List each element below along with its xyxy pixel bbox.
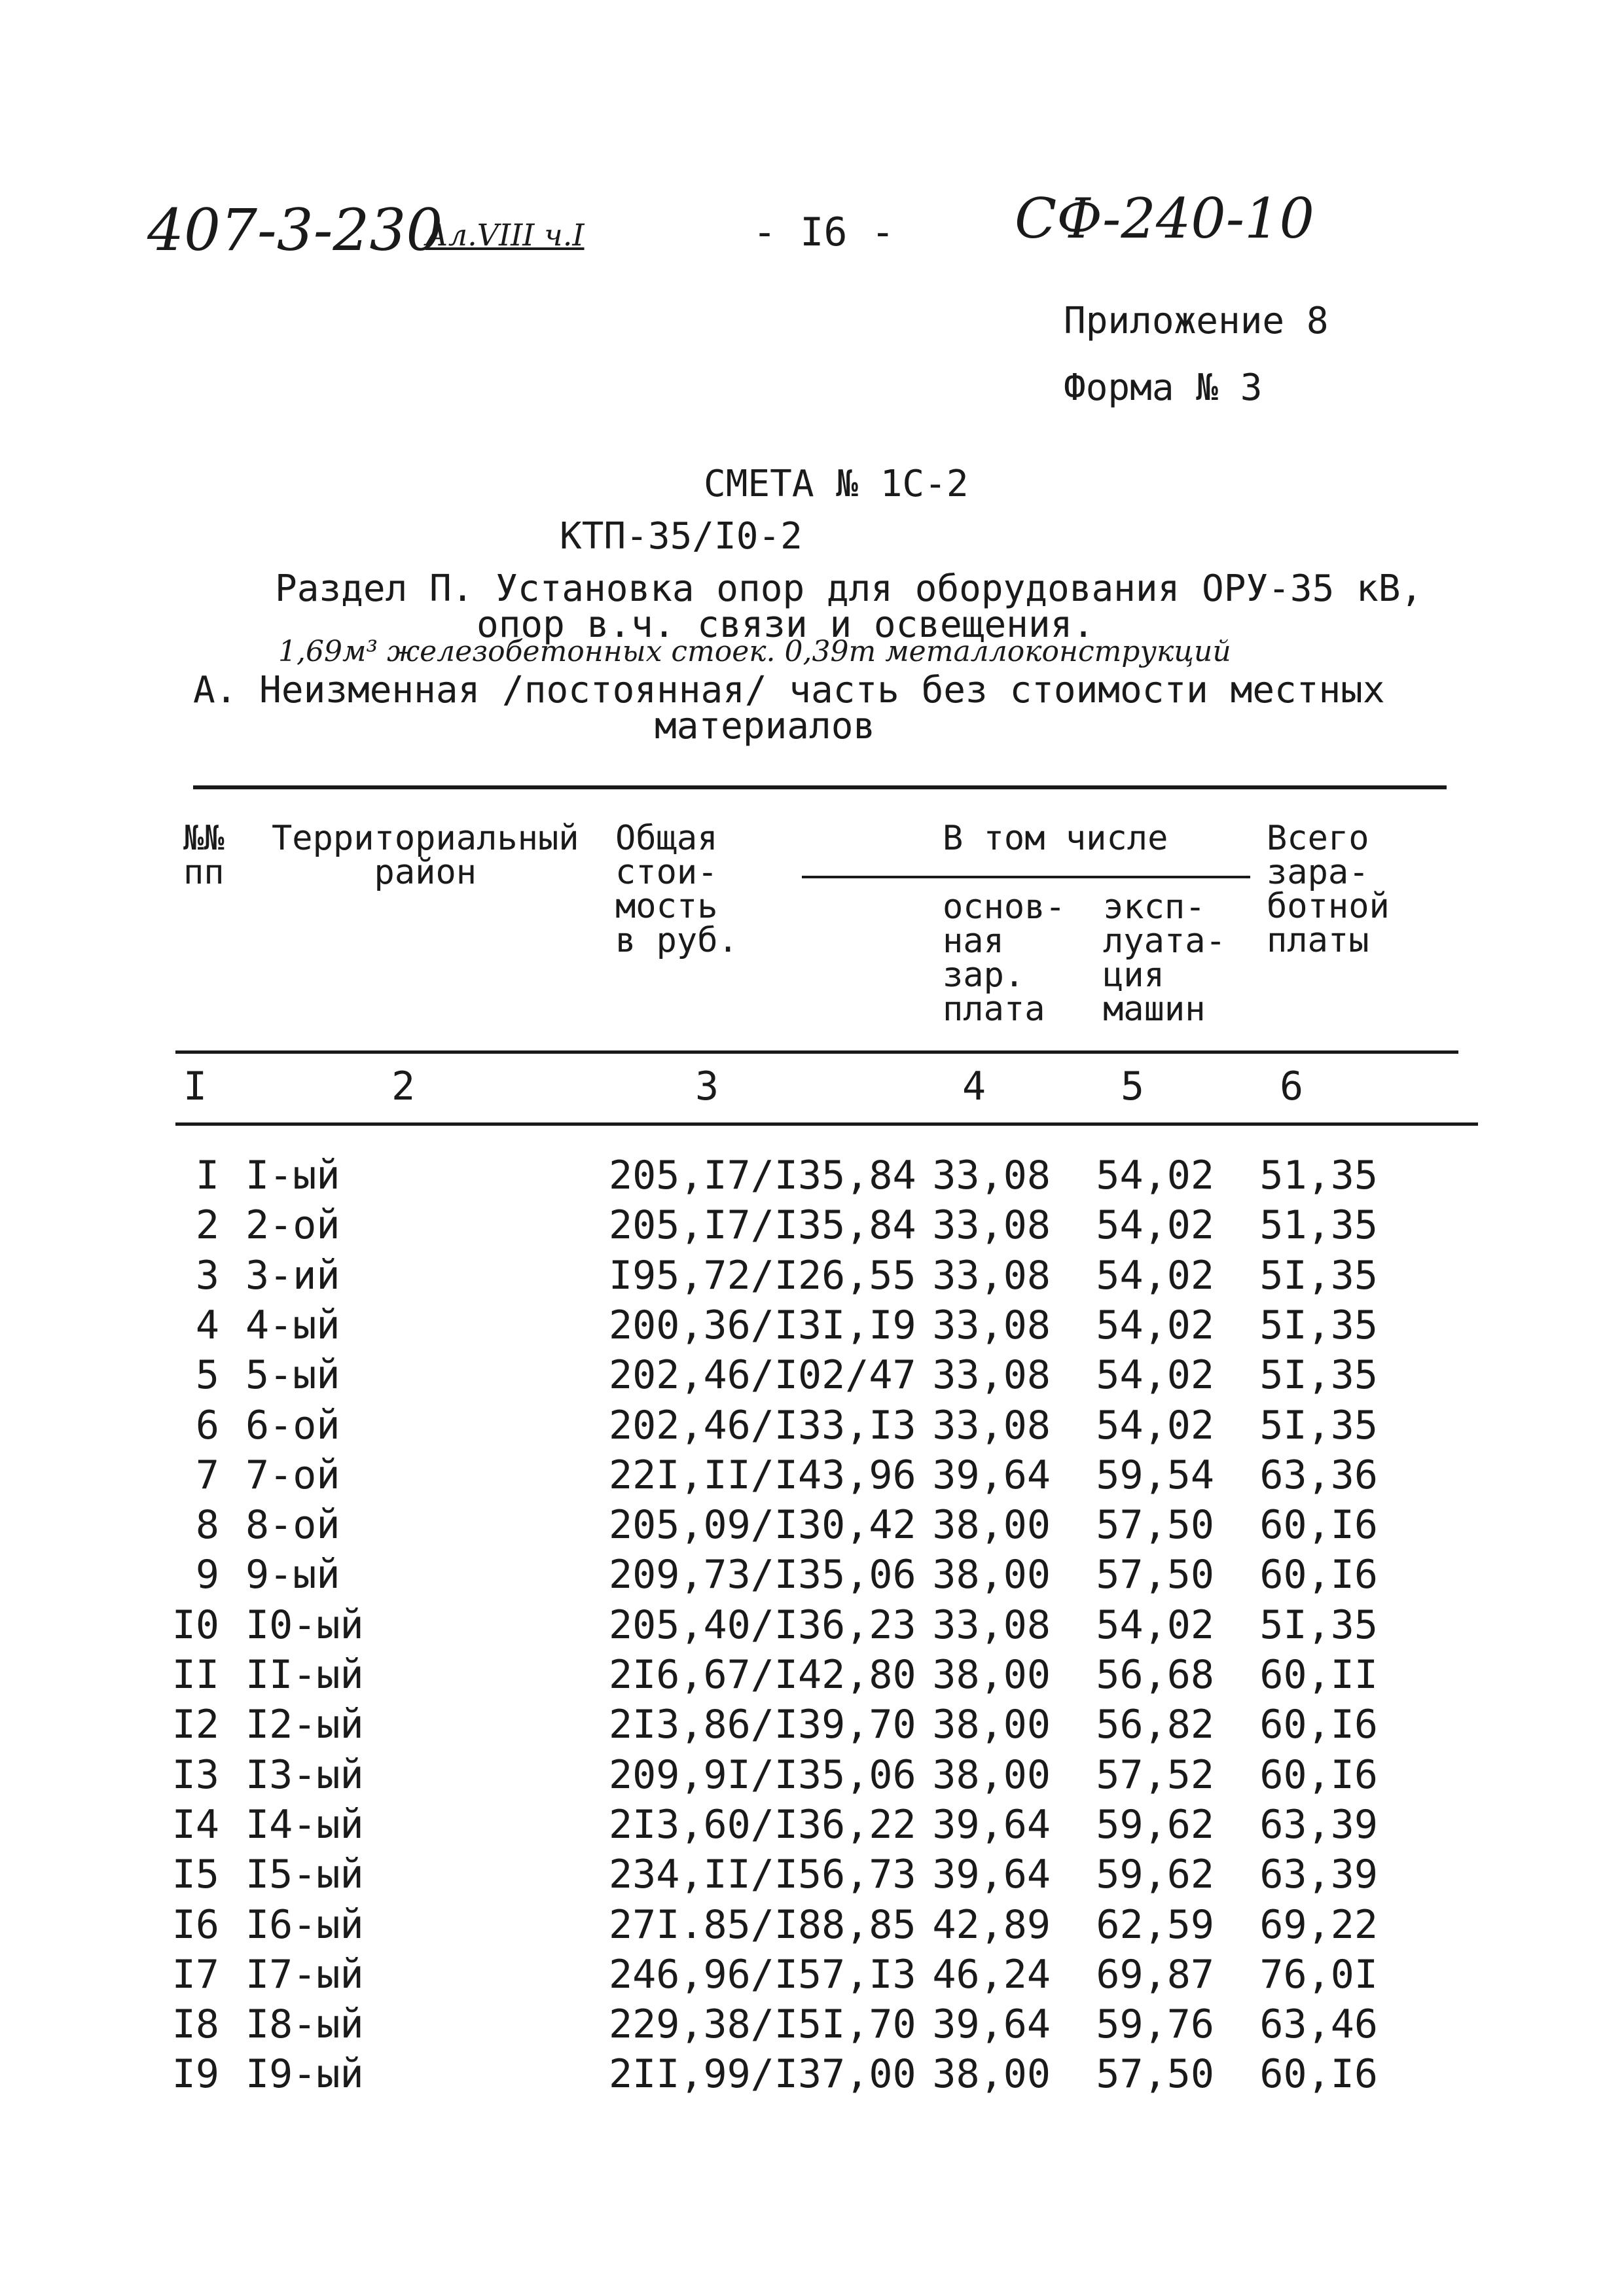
cell-machine-operation: 54,02 — [1096, 1402, 1214, 1448]
cell-base-wage: 33,08 — [932, 1252, 1051, 1299]
page-number: - I6 - — [753, 209, 895, 255]
cell-district: I5-ый — [245, 1852, 364, 1898]
cell-district: I4-ый — [245, 1801, 364, 1848]
cell-total-wages: 5I,35 — [1259, 1252, 1378, 1299]
part-title-line1: А. Неизменная /постоянная/ часть без стоимости местных — [193, 669, 1385, 711]
cell-base-wage: 38,00 — [932, 1502, 1051, 1549]
cell-base-wage: 33,08 — [932, 1153, 1051, 1198]
cell-total-cost: 22I,II/I43,96 — [609, 1452, 916, 1498]
part-title-line2: материалов — [655, 705, 876, 747]
header-bottom-rule — [175, 1050, 1458, 1054]
cell-row-number: I8 — [171, 2001, 219, 2048]
cell-total-cost: 209,73/I35,06 — [609, 1552, 916, 1598]
header-machine-operation: эксп- луата- ция машин — [1103, 888, 1226, 1029]
cell-row-number: II — [171, 1652, 219, 1698]
cell-row-number: I4 — [171, 1801, 219, 1848]
column-number: 5 — [1121, 1064, 1145, 1109]
cell-base-wage: 46,24 — [932, 1951, 1051, 1998]
cell-district: I9-ый — [245, 2051, 364, 2098]
header-total-cost: Общая стои- мость в руб. — [615, 819, 738, 960]
cell-total-wages: 51,35 — [1259, 1153, 1378, 1198]
section-title-line1: Раздел П. Установка опор для оборудования ОРУ-35 кВ, — [275, 567, 1423, 610]
header-territorial-district: Территориальный район — [272, 819, 579, 892]
cell-district: I8-ый — [245, 2001, 364, 2048]
cell-machine-operation: 59,62 — [1096, 1852, 1214, 1898]
cell-total-cost: 234,II/I56,73 — [609, 1852, 916, 1898]
cell-row-number: I2 — [171, 1702, 219, 1748]
cell-total-cost: 2II,99/I37,00 — [609, 2051, 916, 2098]
cell-row-number: I9 — [171, 2051, 219, 2098]
cell-row-number: 9 — [195, 1552, 219, 1598]
cell-total-cost: 200,36/I3I,I9 — [609, 1302, 916, 1348]
cell-total-wages: 5I,35 — [1259, 1402, 1378, 1448]
cell-row-number: 4 — [195, 1302, 219, 1348]
cell-row-number: I3 — [171, 1751, 219, 1798]
cell-total-cost: 205,I7/I35,84 — [609, 1202, 916, 1249]
cell-district: 3-ий — [245, 1252, 340, 1299]
cell-machine-operation: 57,50 — [1096, 2051, 1214, 2098]
section-title-line2: опор в.ч. связи и освещения. — [477, 603, 1095, 646]
cell-base-wage: 39,64 — [932, 1801, 1051, 1848]
cell-row-number: I6 — [171, 1901, 219, 1948]
cell-machine-operation: 54,02 — [1096, 1302, 1214, 1348]
cell-total-wages: 60,I6 — [1259, 1751, 1378, 1798]
cell-row-number: 5 — [195, 1352, 219, 1399]
cell-total-wages: 63,36 — [1259, 1452, 1378, 1498]
cell-total-cost: 2I3,60/I36,22 — [609, 1801, 916, 1848]
cell-total-wages: 60,II — [1259, 1652, 1378, 1698]
cell-district: 7-ой — [245, 1452, 340, 1498]
cell-base-wage: 38,00 — [932, 1552, 1051, 1598]
cell-total-wages: 60,I6 — [1259, 1702, 1378, 1748]
cell-row-number: 7 — [195, 1452, 219, 1498]
cell-base-wage: 33,08 — [932, 1202, 1051, 1249]
header-total-wages: Всего зара- ботной платы — [1267, 819, 1390, 960]
cell-total-wages: 5I,35 — [1259, 1302, 1378, 1348]
cell-district: 9-ый — [245, 1552, 340, 1598]
cell-machine-operation: 54,02 — [1096, 1352, 1214, 1399]
header-row-number: №№ пп — [183, 819, 225, 892]
cell-district: II-ый — [245, 1652, 364, 1698]
cell-district: 8-ой — [245, 1502, 340, 1549]
cell-base-wage: 39,64 — [932, 1852, 1051, 1898]
cell-district: 4-ый — [245, 1302, 340, 1348]
form-label: Форма № 3 — [1064, 367, 1263, 409]
cell-base-wage: 42,89 — [932, 1901, 1051, 1948]
cell-total-cost: 2I6,67/I42,80 — [609, 1652, 916, 1698]
column-number: I — [183, 1064, 208, 1109]
column-number: 4 — [962, 1064, 986, 1109]
cell-total-cost: 202,46/I33,I3 — [609, 1402, 916, 1448]
cell-machine-operation: 69,87 — [1096, 1951, 1214, 1998]
cell-base-wage: 38,00 — [932, 1751, 1051, 1798]
cell-machine-operation: 59,54 — [1096, 1452, 1214, 1498]
cell-row-number: 6 — [195, 1402, 219, 1448]
cell-base-wage: 33,08 — [932, 1302, 1051, 1348]
group-header-rule — [802, 876, 1250, 878]
cell-machine-operation: 56,68 — [1096, 1652, 1214, 1698]
cell-total-wages: 60,I6 — [1259, 1502, 1378, 1549]
cell-total-wages: 5I,35 — [1259, 1352, 1378, 1399]
table-top-rule — [193, 785, 1447, 789]
cell-machine-operation: 57,52 — [1096, 1751, 1214, 1798]
cell-base-wage: 38,00 — [932, 1702, 1051, 1748]
cell-total-cost: 205,I7/I35,84 — [609, 1153, 916, 1198]
column-number: 6 — [1280, 1064, 1304, 1109]
cell-base-wage: 39,64 — [932, 2001, 1051, 2048]
smeta-title: СМЕТА № 1С-2 — [704, 463, 969, 505]
cell-row-number: I7 — [171, 1951, 219, 1998]
cell-total-wages: 63,39 — [1259, 1801, 1378, 1848]
cell-machine-operation: 62,59 — [1096, 1901, 1214, 1948]
cell-row-number: I0 — [171, 1602, 219, 1648]
cell-machine-operation: 59,76 — [1096, 2001, 1214, 2048]
cell-total-cost: I95,72/I26,55 — [609, 1252, 916, 1299]
cell-machine-operation: 54,02 — [1096, 1602, 1214, 1648]
cell-total-cost: 27I.85/I88,85 — [609, 1901, 916, 1948]
cell-district: I3-ый — [245, 1751, 364, 1798]
cell-total-cost: 202,46/I02/47 — [609, 1352, 916, 1399]
cell-total-wages: 51,35 — [1259, 1202, 1378, 1249]
cell-row-number: I — [195, 1153, 219, 1198]
cell-machine-operation: 54,02 — [1096, 1252, 1214, 1299]
cell-district: 2-ой — [245, 1202, 340, 1249]
cell-total-cost: 205,40/I36,23 — [609, 1602, 916, 1648]
materials-note: 1,69м³ железобетонных стоек. 0,39т металлоконструкций — [278, 635, 1231, 668]
cell-base-wage: 33,08 — [932, 1402, 1051, 1448]
cell-district: I2-ый — [245, 1702, 364, 1748]
cell-machine-operation: 54,02 — [1096, 1202, 1214, 1249]
header-including-group: В том числе — [943, 819, 1168, 858]
album-reference: Ал.VIII ч.I — [425, 217, 585, 253]
cell-district: I0-ый — [245, 1602, 364, 1648]
cell-district: I6-ый — [245, 1901, 364, 1948]
document-code: 407-3-230 — [147, 196, 443, 264]
cell-total-wages: 69,22 — [1259, 1901, 1378, 1948]
cell-district: I7-ый — [245, 1951, 364, 1998]
cell-row-number: 3 — [195, 1252, 219, 1299]
cell-base-wage: 39,64 — [932, 1452, 1051, 1498]
cell-row-number: I5 — [171, 1852, 219, 1898]
column-number: 2 — [391, 1064, 416, 1109]
object-title: КТП-35/I0-2 — [560, 515, 803, 558]
stamp-code: СФ-240-10 — [1015, 187, 1314, 251]
cell-machine-operation: 57,50 — [1096, 1502, 1214, 1549]
cell-base-wage: 33,08 — [932, 1352, 1051, 1399]
cell-machine-operation: 59,62 — [1096, 1801, 1214, 1848]
cell-district: I-ый — [245, 1153, 340, 1198]
column-number: 3 — [695, 1064, 719, 1109]
cell-base-wage: 38,00 — [932, 2051, 1051, 2098]
cell-machine-operation: 54,02 — [1096, 1153, 1214, 1198]
cell-total-wages: 5I,35 — [1259, 1602, 1378, 1648]
cell-row-number: 8 — [195, 1502, 219, 1549]
cell-district: 6-ой — [245, 1402, 340, 1448]
header-base-wage: основ- ная зар. плата — [943, 888, 1066, 1029]
cell-row-number: 2 — [195, 1202, 219, 1249]
cell-base-wage: 38,00 — [932, 1652, 1051, 1698]
cell-total-cost: 205,09/I30,42 — [609, 1502, 916, 1549]
cell-total-wages: 63,39 — [1259, 1852, 1378, 1898]
cell-machine-operation: 56,82 — [1096, 1702, 1214, 1748]
cell-total-cost: 209,9I/I35,06 — [609, 1751, 916, 1798]
column-number-rule — [175, 1122, 1478, 1126]
cell-district: 5-ый — [245, 1352, 340, 1399]
cell-total-cost: 246,96/I57,I3 — [609, 1951, 916, 1998]
cell-total-wages: 60,I6 — [1259, 2051, 1378, 2098]
cell-machine-operation: 57,50 — [1096, 1552, 1214, 1598]
cell-total-cost: 2I3,86/I39,70 — [609, 1702, 916, 1748]
cell-base-wage: 33,08 — [932, 1602, 1051, 1648]
cell-total-wages: 63,46 — [1259, 2001, 1378, 2048]
cell-total-cost: 229,38/I5I,70 — [609, 2001, 916, 2048]
cell-total-wages: 60,I6 — [1259, 1552, 1378, 1598]
cell-total-wages: 76,0I — [1259, 1951, 1378, 1998]
appendix-label: Приложение 8 — [1064, 300, 1329, 342]
